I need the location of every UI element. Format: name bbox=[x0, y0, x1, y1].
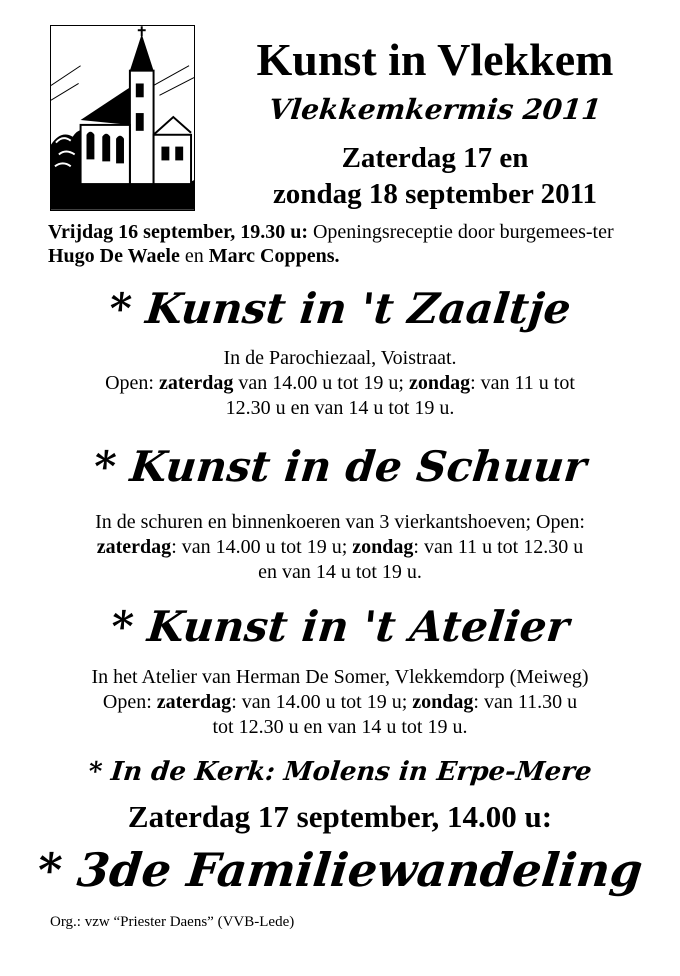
section-line: en van 14 u tot 19 u. bbox=[258, 561, 422, 583]
day-label: zaterdag bbox=[156, 691, 232, 713]
page-title: Kunst in Vlekkem bbox=[256, 34, 614, 85]
section-text-schuur bbox=[30, 510, 650, 585]
section-line: In het Atelier van Herman De Somer, Vlekkemdorp (Meiweg) bbox=[91, 666, 589, 688]
opening-date: Vrijdag 16 september, 19.30 u: bbox=[48, 221, 308, 243]
section-line: In de schuren en binnenkoeren van 3 vierkantshoeven; Open: bbox=[95, 511, 585, 533]
section-title-zaaltje: * Kunst in 't Zaaltje bbox=[106, 284, 574, 333]
church-icon bbox=[51, 26, 194, 210]
event-dates bbox=[200, 140, 670, 212]
event-date-line-2: zondag 18 september 2011 bbox=[272, 178, 598, 210]
family-walk-title: * 3de Familiewandeling bbox=[34, 843, 646, 897]
section-line: In de Parochiezaal, Voistraat. bbox=[223, 347, 457, 369]
day-label: zaterdag bbox=[158, 372, 234, 394]
church-illustration bbox=[50, 25, 195, 211]
text-fragment: van 14.00 u tot 19 u; bbox=[233, 372, 409, 394]
opening-text-1: Openingsreceptie door burgemees-ter bbox=[307, 221, 614, 243]
section-line bbox=[30, 690, 650, 715]
section-text-atelier bbox=[30, 665, 650, 740]
family-walk-date: Zaterdag 17 september, 14.00 u: bbox=[127, 799, 553, 834]
church-exhibit-title: * In de Kerk: Molens in Erpe-Mere bbox=[86, 757, 594, 787]
day-label: zondag bbox=[412, 691, 474, 713]
section-title-schuur: * Kunst in de Schuur bbox=[91, 442, 589, 491]
text-fragment: Open: bbox=[105, 372, 159, 394]
event-date-line-1: Zaterdag 17 en bbox=[341, 142, 529, 174]
section-line: tot 12.30 u en van 14 u tot 19 u. bbox=[212, 716, 468, 738]
text-fragment: : van 14.00 u tot 19 u; bbox=[171, 536, 353, 558]
section-line bbox=[30, 535, 650, 560]
day-label: zondag bbox=[352, 536, 414, 558]
section-title-atelier: * Kunst in 't Atelier bbox=[108, 602, 572, 651]
day-label: zaterdag bbox=[96, 536, 172, 558]
section-line bbox=[30, 371, 650, 396]
text-fragment: : van 11 u tot bbox=[470, 372, 575, 394]
opening-text-2: en bbox=[179, 245, 209, 267]
section-line: 12.30 u en van 14 u tot 19 u. bbox=[225, 397, 455, 419]
organizer-credit: Org.: vzw “Priester Daens” (VVB-Lede) bbox=[50, 914, 295, 930]
text-fragment: : van 11 u tot 12.30 u bbox=[413, 536, 584, 558]
text-fragment: Open: bbox=[102, 691, 157, 713]
page-subtitle: Vlekkemkermis 2011 bbox=[267, 93, 603, 126]
opening-reception bbox=[48, 220, 638, 268]
section-text-zaaltje bbox=[30, 346, 650, 421]
day-label: zondag bbox=[408, 372, 471, 394]
opening-name-1: Hugo De Waele bbox=[48, 245, 180, 267]
opening-name-2: Marc Coppens. bbox=[208, 245, 340, 267]
text-fragment: : van 11.30 u bbox=[473, 691, 578, 713]
text-fragment: : van 14.00 u tot 19 u; bbox=[231, 691, 413, 713]
